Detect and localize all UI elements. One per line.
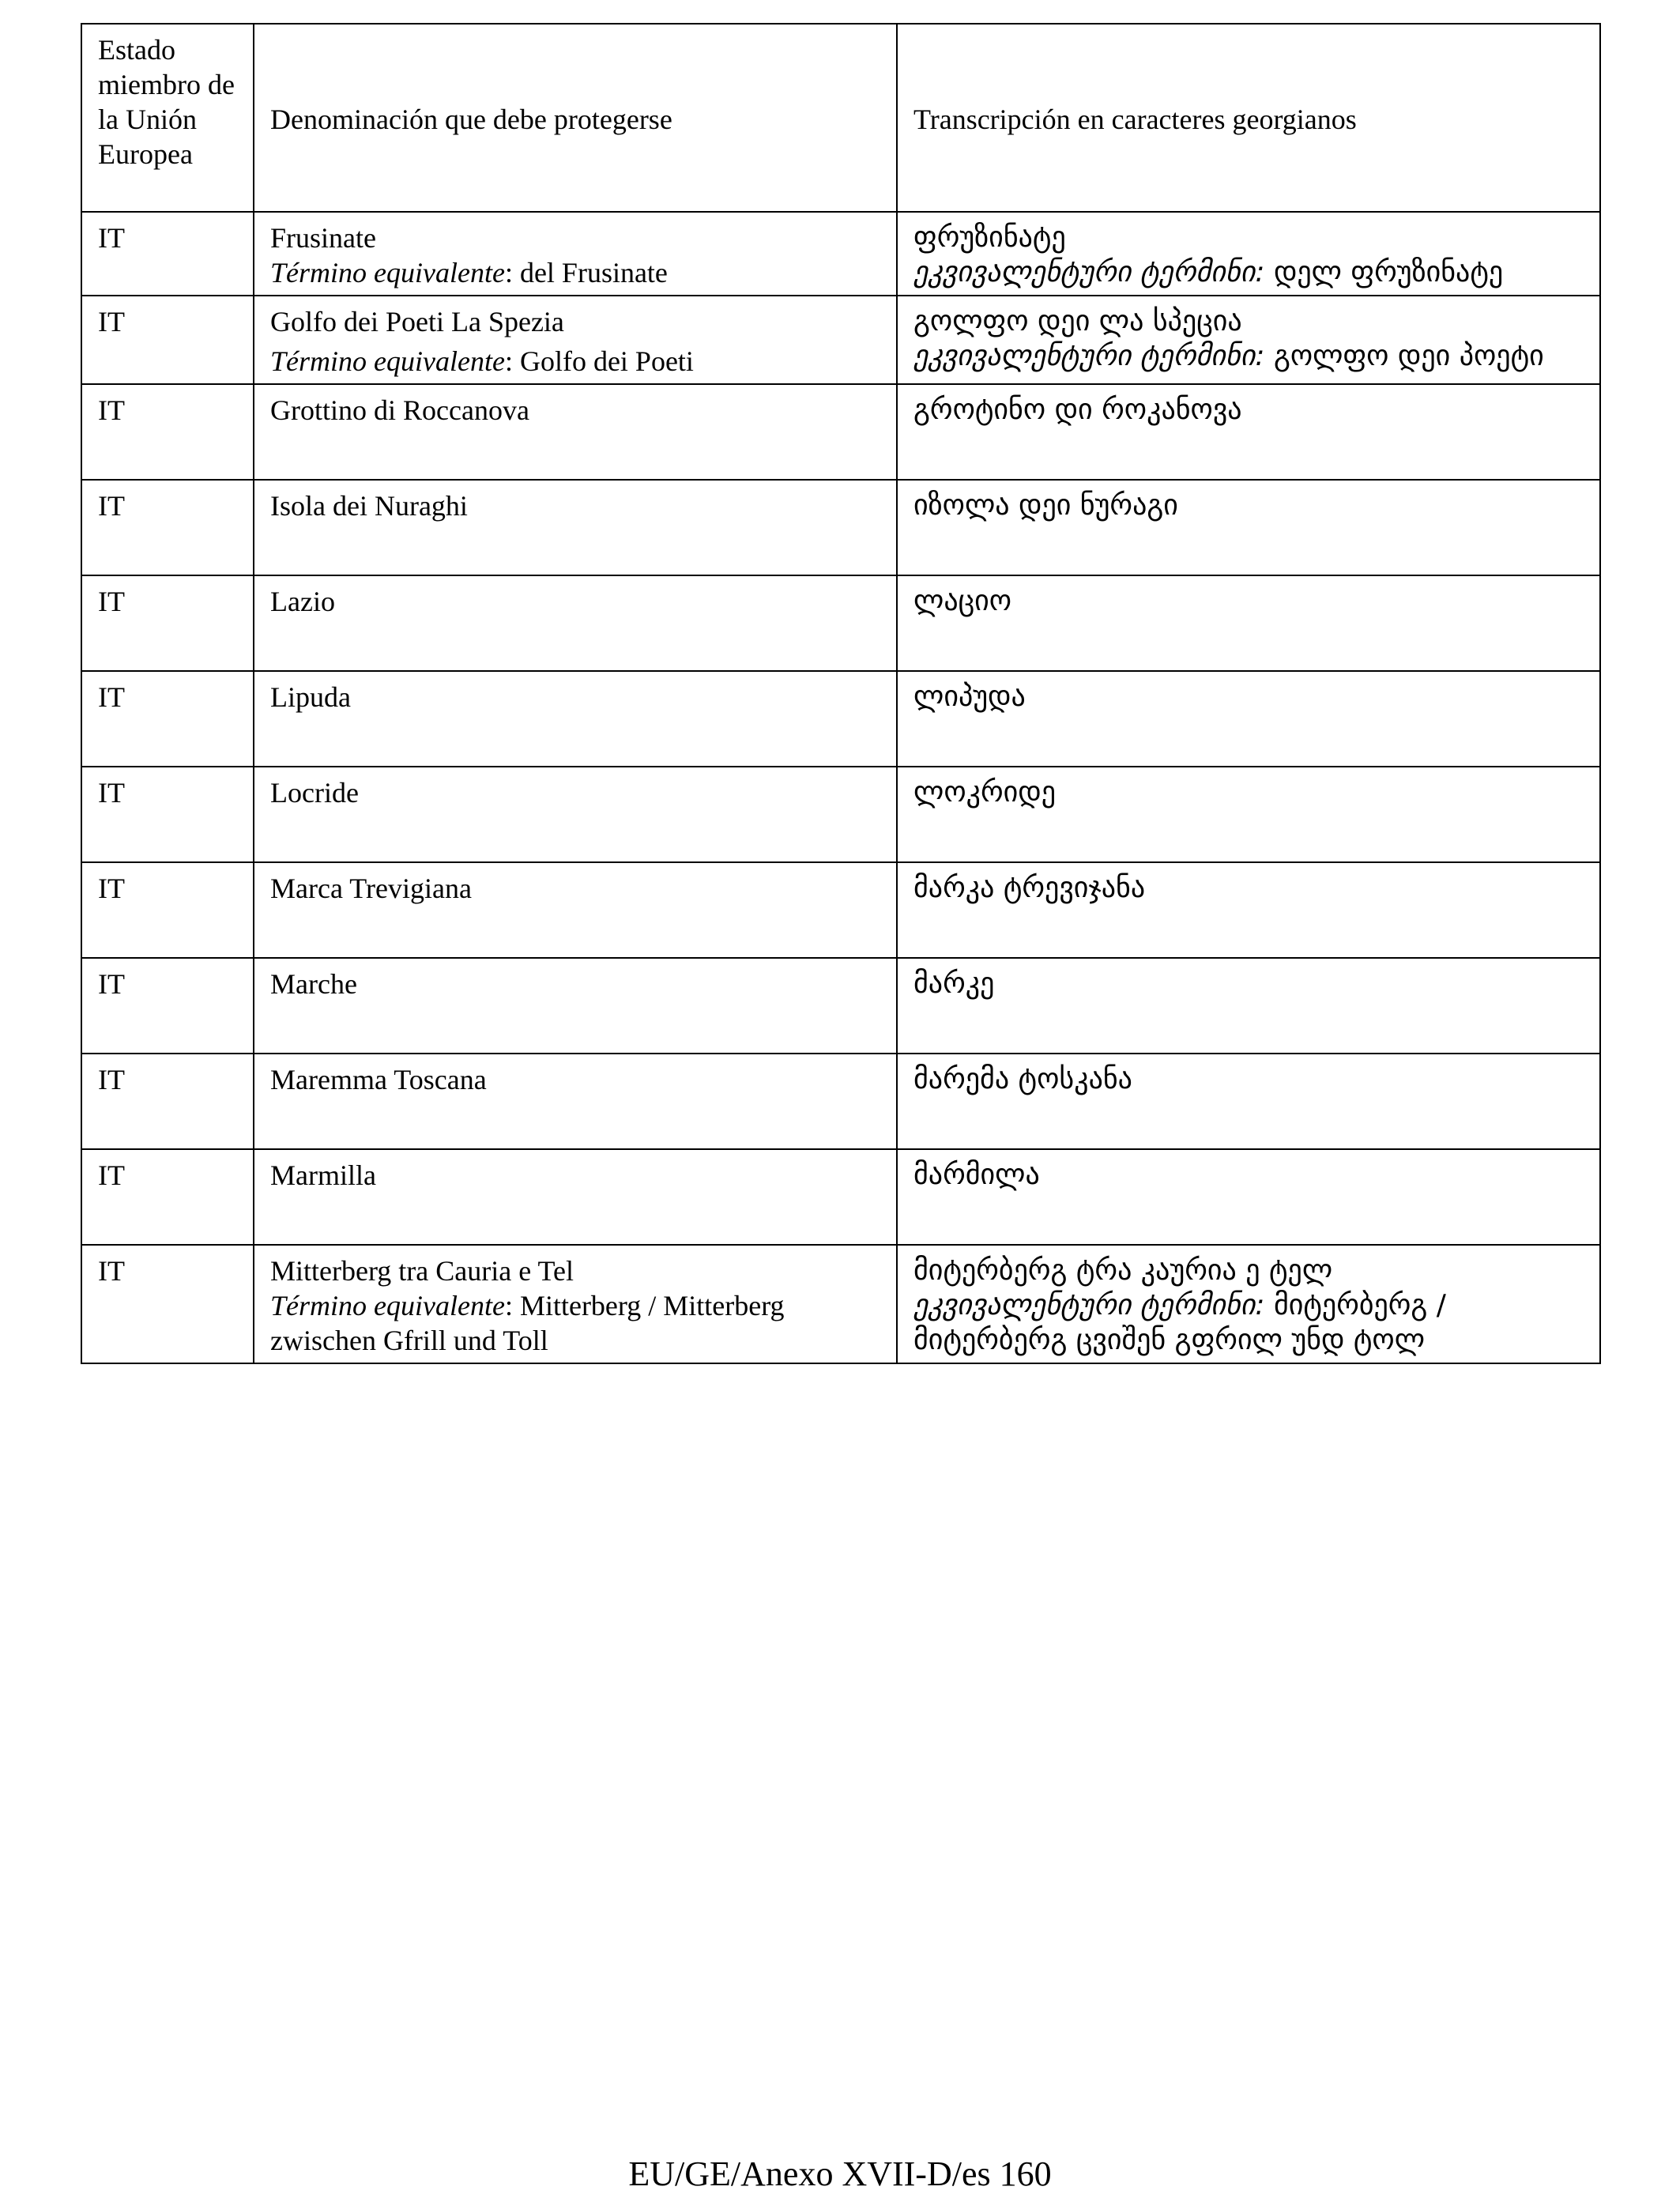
cell-state: IT [81,212,254,296]
cell-name: Locride [254,767,897,862]
cell-state: IT [81,767,254,862]
equivalent-value: Golfo dei Poeti [519,345,694,377]
cell-state: IT [81,958,254,1054]
equivalent-label-ka: ეკვივალენტური ტერმინი: [913,340,1265,372]
equivalent-label-ka: ეკვივალენტური ტერმინი: [913,256,1265,288]
table-header-row [81,24,1600,212]
name-equivalent: Término equivalente: Golfo dei Poeti [270,345,694,377]
table-row [81,480,1600,575]
cell-state: IT [81,575,254,671]
table-row [81,1245,1600,1363]
table-row [81,1149,1600,1245]
cell-transcription: მარმილა [897,1149,1600,1245]
cell-name [254,1245,897,1363]
equivalent-label: Término equivalente [270,1290,505,1321]
header-state: Estado miembro de la Unión Europea [81,24,254,212]
cell-name: Marmilla [254,1149,897,1245]
name-equivalent: Término equivalente: Mitterberg / Mitterberg zwischen Gfrill und Toll [270,1290,785,1356]
table-row [81,296,1600,384]
table-row [81,862,1600,958]
equivalent-value-ka: გოლფო დეი პოეტი [1273,340,1544,372]
cell-transcription [897,296,1600,384]
name-text: Golfo dei Poeti La Spezia [270,306,564,337]
cell-transcription: იზოლა დეი ნურაგი [897,480,1600,575]
transcription-text: მიტერბერგ ტრა კაურია ე ტელ [913,1254,1333,1287]
cell-name: Marca Trevigiana [254,862,897,958]
transcription-equivalent [913,255,1584,290]
cell-name: Maremma Toscana [254,1054,897,1149]
equivalent-label-ka: ეკვივალენტური ტერმინი: [913,1289,1265,1321]
table-row [81,767,1600,862]
cell-name: Marche [254,958,897,1054]
cell-transcription: ლიპუდა [897,671,1600,767]
cell-name [254,212,897,296]
cell-transcription: გროტინო დი როკანოვა [897,384,1600,480]
equivalent-value: Mitterberg / Mitterberg zwischen Gfrill und Toll [270,1290,785,1356]
equivalent-value-ka: დელ ფრუზინატე [1273,256,1504,288]
cell-state: IT [81,1054,254,1149]
cell-transcription: ლოკრიდე [897,767,1600,862]
table-row [81,384,1600,480]
equivalent-label: Término equivalente [270,345,505,377]
cell-transcription [897,212,1600,296]
cell-name [254,296,897,384]
cell-state: IT [81,480,254,575]
cell-transcription: ლაციო [897,575,1600,671]
table-row [81,212,1600,296]
cell-state: IT [81,862,254,958]
equivalent-value: del Frusinate [519,257,668,288]
cell-name: Lipuda [254,671,897,767]
name-text: Frusinate [270,222,376,254]
cell-transcription: მარკე [897,958,1600,1054]
cell-transcription: მარკა ტრევიჯანა [897,862,1600,958]
header-transcription: Transcripción en caracteres georgianos [897,24,1600,212]
cell-transcription: მარემა ტოსკანა [897,1054,1600,1149]
name-equivalent: Término equivalente: del Frusinate [270,257,668,288]
table-row [81,1054,1600,1149]
name-text: Mitterberg tra Cauria e Tel [270,1255,574,1287]
transcription-equivalent [913,339,1584,374]
table-row [81,671,1600,767]
cell-name: Lazio [254,575,897,671]
page-footer-reference: EU/GE/Anexo XVII-D/es 160 [628,2154,1052,2193]
cell-transcription [897,1245,1600,1363]
equivalent-label: Término equivalente [270,257,505,288]
table-row [81,575,1600,671]
cell-state: IT [81,671,254,767]
transcription-text: ფრუზინატე [913,221,1066,254]
cell-name: Grottino di Roccanova [254,384,897,480]
transcription-text: გოლფო დეი ლა სპეცია [913,305,1242,337]
header-name: Denominación que debe protegerse [254,24,897,212]
cell-state: IT [81,1245,254,1363]
table-row [81,958,1600,1054]
transcription-equivalent [913,1288,1584,1358]
equivalent-value-ka: მიტერბერგ / მიტერბერგ ცვიშენ გფრილ უნდ ტოლ [913,1289,1446,1356]
cell-name: Isola dei Nuraghi [254,480,897,575]
cell-state: IT [81,1149,254,1245]
cell-state: IT [81,296,254,384]
cell-state: IT [81,384,254,480]
geographical-indications-table [81,23,1601,1364]
